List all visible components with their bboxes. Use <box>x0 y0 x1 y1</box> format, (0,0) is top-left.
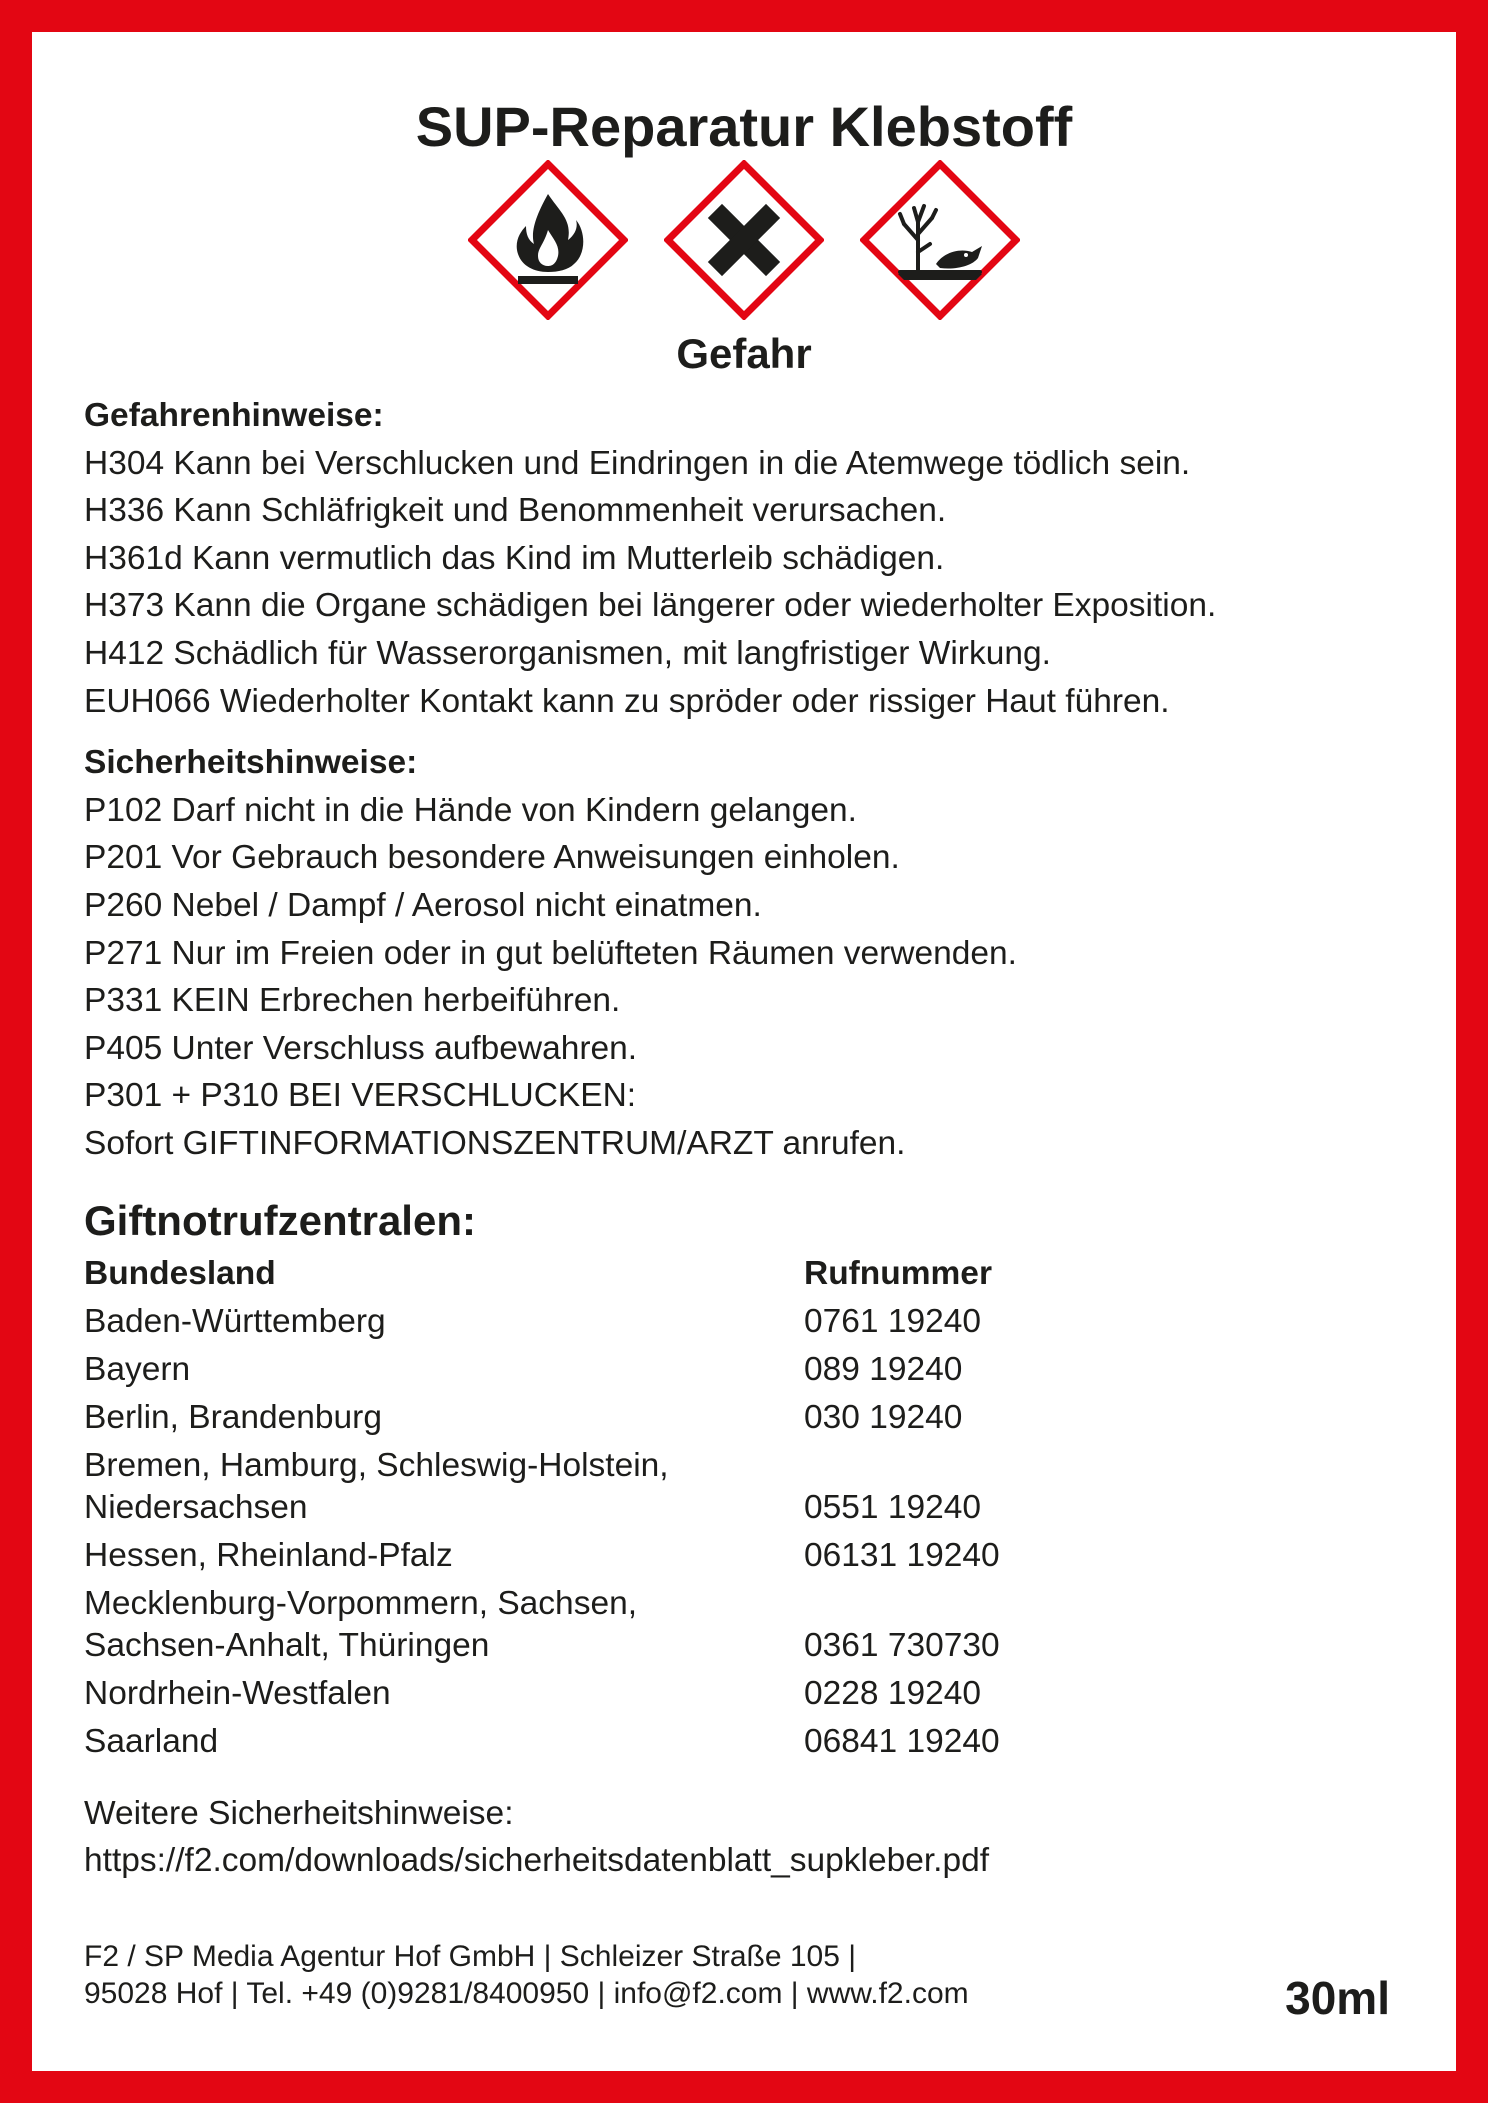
ghs-pictograms <box>32 160 1456 320</box>
table-row <box>84 1394 1426 1442</box>
safety-line: P260 Nebel / Dampf / Aerosol nicht einatmen. <box>84 886 762 924</box>
table-row <box>84 1580 1426 1670</box>
state-cell: Bayern <box>84 1350 191 1388</box>
table-row <box>84 1532 1426 1580</box>
number-cell: 0551 19240 <box>804 1488 981 1526</box>
company-footer <box>84 1938 969 2012</box>
more-info-label: Weitere Sicherheitshinweise: <box>84 1794 514 1832</box>
poison-centers-heading: Giftnotrufzentralen: <box>84 1196 476 1244</box>
safety-heading: Sicherheitshinweise: <box>84 744 418 782</box>
number-cell: 0761 19240 <box>804 1302 981 1340</box>
safety-line: P201 Vor Gebrauch besondere Anweisungen einholen. <box>84 839 900 877</box>
state-line: Mecklenburg-Vorpommern, Sachsen, <box>84 1584 638 1622</box>
table-row <box>84 1442 1426 1532</box>
hazard-line: EUH066 Wiederholter Kontakt kann zu spröder oder rissiger Haut führen. <box>84 682 1170 720</box>
state-cell: Baden-Württemberg <box>84 1302 386 1340</box>
number-cell: 0361 730730 <box>804 1626 1000 1664</box>
volume-label: 30ml <box>1285 1972 1390 2024</box>
safety-line: P102 Darf nicht in die Hände von Kindern gelangen. <box>84 791 857 829</box>
footer-line: 95028 Hof | Tel. +49 (0)9281/8400950 | info@f2.com | www.f2.com <box>84 1977 969 2010</box>
footer-line: F2 / SP Media Agentur Hof GmbH | Schleizer Straße 105 | <box>84 1940 857 1973</box>
signal-word: Gefahr <box>676 330 812 377</box>
number-cell: 089 19240 <box>804 1350 963 1388</box>
state-cell <box>84 1442 804 1532</box>
col-state-header: Bundesland <box>84 1254 276 1292</box>
label-card <box>32 32 1456 2071</box>
state-cell: Berlin, Brandenburg <box>84 1398 382 1436</box>
state-line: Niedersachsen <box>84 1488 308 1526</box>
hazard-line: H373 Kann die Organe schädigen bei längerer oder wiederholter Exposition. <box>84 587 1217 625</box>
state-line: Sachsen-Anhalt, Thüringen <box>84 1626 490 1664</box>
table-row <box>84 1718 1426 1766</box>
state-cell: Saarland <box>84 1722 219 1760</box>
table-row <box>84 1298 1426 1346</box>
exclamation-cross-icon <box>664 160 824 320</box>
flame-icon <box>468 160 628 320</box>
state-cell <box>84 1580 804 1670</box>
hazard-heading: Gefahrenhinweise: <box>84 397 384 434</box>
safety-line: Sofort GIFTINFORMATIONSZENTRUM/ARZT anrufen. <box>84 1124 906 1162</box>
hazard-line: H412 Schädlich für Wasserorganismen, mit langfristiger Wirkung. <box>84 634 1051 672</box>
table-header-row <box>84 1250 1426 1298</box>
safety-line: P331 KEIN Erbrechen herbeiführen. <box>84 982 621 1020</box>
safety-line: P271 Nur im Freien oder in gut belüfteten Räumen verwenden. <box>84 934 1017 972</box>
table-row <box>84 1346 1426 1394</box>
safety-line: P301 + P310 BEI VERSCHLUCKEN: <box>84 1077 637 1115</box>
hazard-line: H361d Kann vermutlich das Kind im Mutterleib schädigen. <box>84 539 945 577</box>
state-line: Bremen, Hamburg, Schleswig-Holstein, <box>84 1446 669 1484</box>
number-cell: 06131 19240 <box>804 1536 1000 1574</box>
safety-line: P405 Unter Verschluss aufbewahren. <box>84 1029 638 1067</box>
state-cell: Nordrhein-Westfalen <box>84 1674 391 1712</box>
number-cell: 0228 19240 <box>804 1674 981 1712</box>
state-cell: Hessen, Rheinland-Pfalz <box>84 1536 453 1574</box>
product-title: SUP-Reparatur Klebstoff <box>415 95 1073 158</box>
hazard-line: H304 Kann bei Verschlucken und Eindringen in die Atemwege tödlich sein. <box>84 444 1191 482</box>
table-row <box>84 1670 1426 1718</box>
content <box>84 392 1426 1885</box>
environment-icon <box>860 160 1020 320</box>
safety-datasheet-link[interactable]: https://f2.com/downloads/sicherheitsdatenblatt_supkleber.pdf <box>84 1842 990 1880</box>
number-cell: 06841 19240 <box>804 1722 1000 1760</box>
col-number-header: Rufnummer <box>804 1254 992 1292</box>
poison-centers-table <box>84 1250 1426 1766</box>
hazard-line: H336 Kann Schläfrigkeit und Benommenheit verursachen. <box>84 492 947 530</box>
number-cell: 030 19240 <box>804 1398 963 1436</box>
